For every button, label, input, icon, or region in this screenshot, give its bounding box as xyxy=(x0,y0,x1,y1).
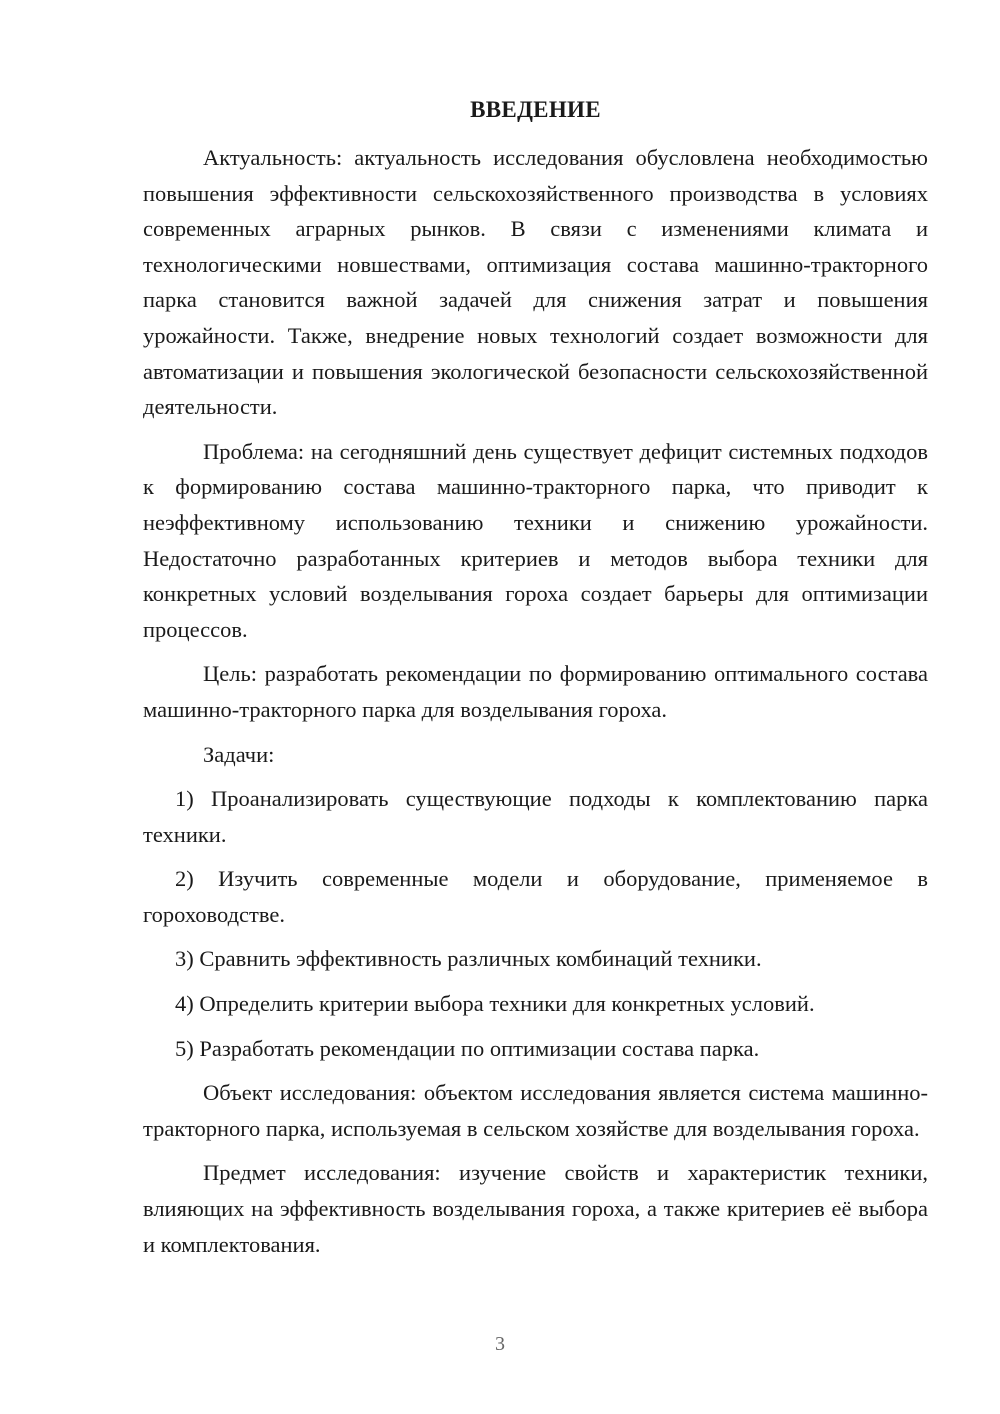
goal-paragraph: Цель: разработать рекомендации по формированию оптимального состава машинно-тракторного парка для возделывания гороха. xyxy=(143,661,928,722)
task-item-2: 2) Изучить современные модели и оборудование, применяемое в гороховодстве. xyxy=(143,866,928,927)
task-item-3: 3) Сравнить эффективность различных комбинаций техники. xyxy=(175,946,762,972)
task-item-1: 1) Проанализировать существующие подходы к комплектованию парка техники. xyxy=(143,786,928,847)
page-number: 3 xyxy=(495,1333,505,1355)
document-page xyxy=(143,92,928,1271)
section-title: ВВЕДЕНИЕ xyxy=(470,97,601,122)
relevance-paragraph: Актуальность: актуальность исследования обусловлена необходимостью повышения эффективности сельскохозяйственного производства в условиях современных аграрных рынков. В связи с изменениями климата и технологическими новшествами, оптимизация состава машинно-тракторного парка становится важной задачей для снижения затрат и повышения урожайности. Также, внедрение новых технологий создает возможности для автоматизации и повышения экологической безопасности сельскохозяйственной деятельности. xyxy=(143,145,928,420)
task-item-4: 4) Определить критерии выбора техники для конкретных условий. xyxy=(175,991,815,1017)
tasks-heading: Задачи: xyxy=(203,741,275,767)
task-item-5: 5) Разработать рекомендации по оптимизации состава парка. xyxy=(175,1035,760,1061)
object-paragraph: Объект исследования: объектом исследования является система машинно-тракторного парка, используемая в сельском хозяйстве для возделывания гороха. xyxy=(143,1080,928,1141)
subject-paragraph: Предмет исследования: изучение свойств и характеристик техники, влияющих на эффективность возделывания гороха, а также критериев её выбора и комплектования. xyxy=(143,1160,928,1257)
problem-paragraph: Проблема: на сегодняшний день существует дефицит системных подходов к формированию состава машинно-тракторного парка, что приводит к неэффективному использованию техники и снижению урожайности. Недостаточно разработанных критериев и методов выбора техники для конкретных условий возделывания гороха создает барьеры для оптимизации процессов. xyxy=(143,438,928,642)
